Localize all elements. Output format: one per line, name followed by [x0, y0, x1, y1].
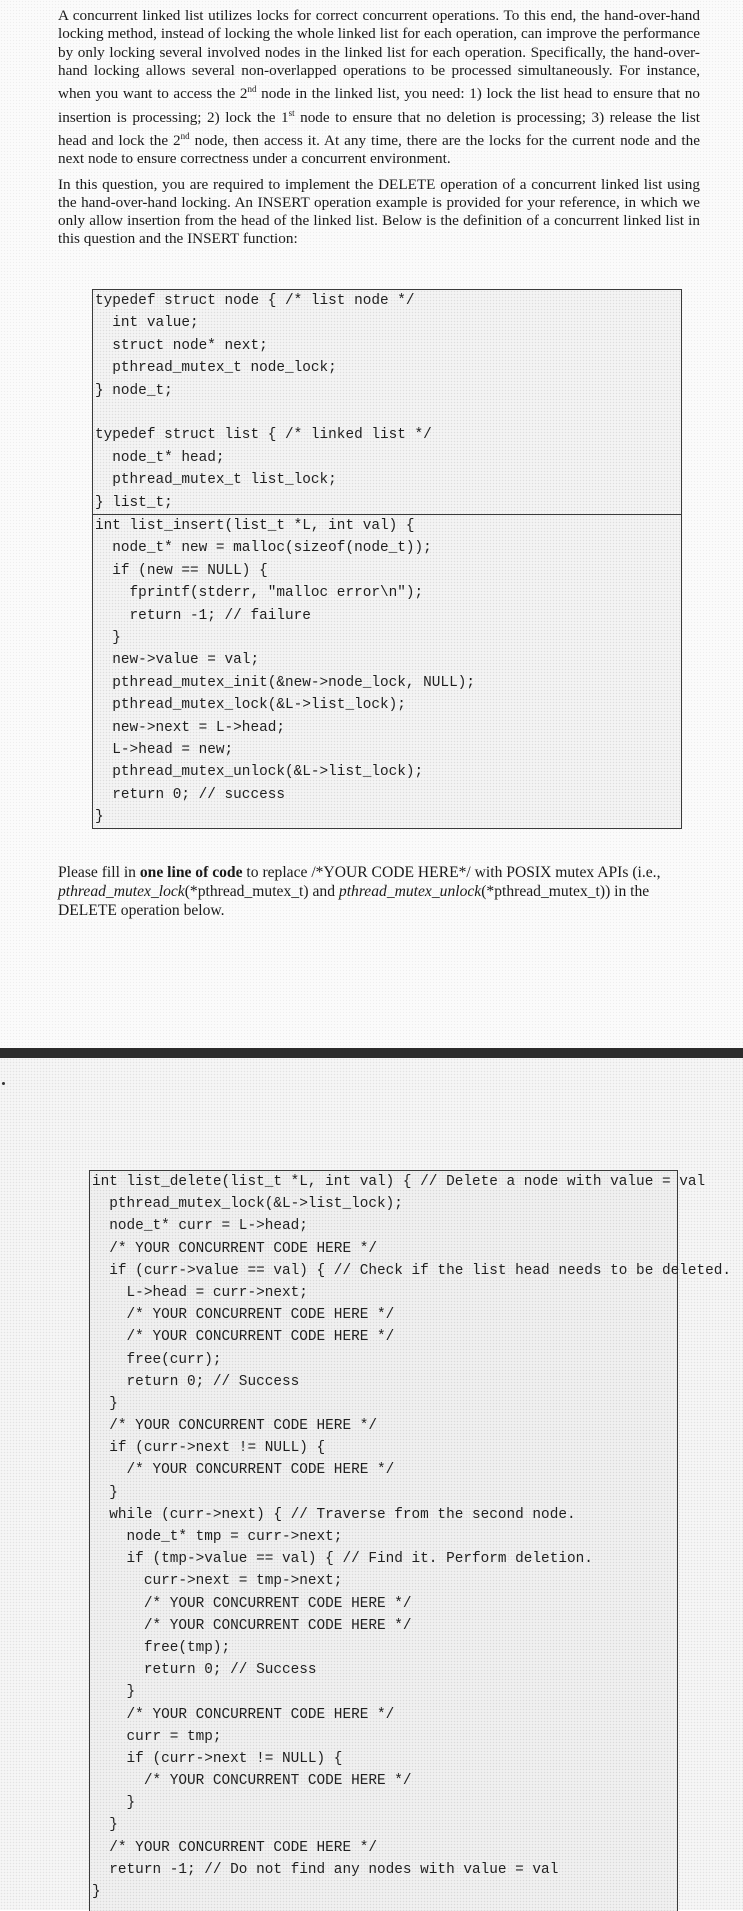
code-line: /* YOUR CONCURRENT CODE HERE */ — [92, 1329, 395, 1346]
code-line: /* YOUR CONCURRENT CODE HERE */ — [92, 1595, 412, 1612]
code-line: if (tmp->value == val) { // Find it. Perform deletion. — [92, 1551, 593, 1568]
intro-paragraph-2: In this question, you are required to implement the DELETE operation of a concurrent linked list using the hand-over-hand locking. An INSERT operation example is provided for your reference, in which we only allow insertion from the head of the linked list. Below is the definition of a concurrent linked list in this question and the INSERT function: — [58, 175, 700, 248]
code-line: /* YOUR CONCURRENT CODE HERE */ — [92, 1240, 377, 1257]
code-line: int list_insert(list_t *L, int val) { — [95, 518, 415, 534]
code-line: /* YOUR CONCURRENT CODE HERE */ — [92, 1773, 412, 1790]
insert-function-box — [92, 514, 682, 829]
insert-code — [93, 515, 681, 828]
code-line: while (curr->next) { // Traverse from the second node. — [92, 1506, 576, 1523]
code-line: int list_delete(list_t *L, int val) { // Delete a node with value = val — [92, 1174, 706, 1190]
code-line: if (curr->next != NULL) { — [92, 1440, 326, 1457]
code-line: typedef struct list { /* linked list */ — [95, 427, 432, 444]
instruction-paragraph: Please fill in one line of code to replace /*YOUR CODE HERE*/ with POSIX mutex APIs (i.e., pthread_mutex_lock(*pthread_mutex_t) and pthread_mutex_unlock(*pthread_mutex_t)) in the DELETE operation below. — [58, 864, 661, 919]
code-line: if (new == NULL) { — [95, 562, 268, 579]
code-line: pthread_mutex_lock(&L->list_lock); — [92, 1196, 403, 1213]
instruction-text — [58, 863, 700, 927]
delete-code — [90, 1171, 732, 1903]
code-line: new->next = L->head; — [95, 719, 285, 736]
code-line: pthread_mutex_unlock(&L->list_lock); — [95, 764, 424, 781]
code-line: return 0; // Success — [92, 1373, 300, 1390]
code-line: node_t* head; — [95, 449, 225, 466]
code-line: curr = tmp; — [92, 1728, 222, 1745]
intro-paragraph-1: A concurrent linked list utilizes locks for correct concurrent operations. To this end, the hand-over-hand locking method, instead of locking the whole linked list for each operation, can improve the performance by only locking several involved nodes in the linked list for each operation. Specifically, the hand-over-hand locking allows several non-overlapped operations to be processed simultaneously. For instance, when you want to access the 2nd node in the linked list, you need: 1) lock the list head to ensure that no insertion is processing; 2) lock the 1st node to ensure that no deletion is processing; 3) release the list head and lock the 2nd node, then access it. At any time, there are the locks for the current node and the next node to ensure correctness under a concurrent environment. — [58, 7, 700, 168]
code-line: L->head = new; — [95, 741, 234, 758]
code-line: /* YOUR CONCURRENT CODE HERE */ — [92, 1617, 412, 1634]
code-line: /* YOUR CONCURRENT CODE HERE */ — [92, 1706, 395, 1723]
code-line: /* YOUR CONCURRENT CODE HERE */ — [92, 1462, 395, 1479]
code-line: pthread_mutex_init(&new->node_lock, NULL); — [95, 674, 475, 691]
code-line: } node_t; — [95, 382, 173, 399]
code-line: } — [95, 629, 121, 646]
code-line: } — [95, 809, 104, 826]
intro-text — [58, 7, 700, 256]
code-line — [93, 402, 681, 424]
code-line: return 0; // success — [95, 786, 285, 803]
code-line: pthread_mutex_t node_lock; — [95, 360, 337, 377]
code-line: } — [92, 1817, 118, 1834]
code-line: L->head = curr->next; — [92, 1284, 308, 1301]
code-line: node_t* tmp = curr->next; — [92, 1529, 343, 1545]
code-line: return -1; // Do not find any nodes with value = val — [92, 1861, 559, 1878]
code-line: } — [92, 1884, 101, 1900]
code-line: return -1; // failure — [95, 607, 311, 624]
code-line: /* YOUR CONCURRENT CODE HERE */ — [92, 1418, 377, 1435]
code-line: pthread_mutex_t list_lock; — [95, 472, 337, 489]
code-line: /* YOUR CONCURRENT CODE HERE */ — [92, 1307, 395, 1324]
code-line: if (curr->next != NULL) { — [92, 1750, 343, 1767]
code-line: new->value = val; — [95, 652, 260, 669]
code-line: } — [92, 1395, 118, 1412]
code-line: int value; — [95, 315, 199, 332]
code-line: free(tmp); — [92, 1639, 231, 1656]
code-line: } — [92, 1795, 136, 1812]
delete-function-box — [89, 1170, 732, 1911]
code-line: struct node* next; — [95, 337, 268, 354]
code-line: free(curr); — [92, 1351, 222, 1368]
page-divider — [0, 1048, 743, 1058]
code-line: pthread_mutex_lock(&L->list_lock); — [95, 697, 406, 714]
code-line: } list_t; — [95, 494, 173, 511]
struct-definition-box — [92, 289, 682, 515]
code-line: node_t* new = malloc(sizeof(node_t)); — [95, 540, 432, 557]
code-line: typedef struct node { /* list node */ — [95, 293, 415, 309]
struct-code — [93, 290, 681, 514]
code-line: /* YOUR CONCURRENT CODE HERE */ — [92, 1839, 377, 1856]
code-line: } — [92, 1684, 136, 1701]
code-line: return 0; // Success — [92, 1662, 317, 1679]
code-line: } — [92, 1484, 118, 1501]
code-line: fprintf(stderr, "malloc error\n"); — [95, 585, 424, 602]
code-line: if (curr->value == val) { // Check if the list head needs to be deleted. — [92, 1262, 732, 1279]
code-line: node_t* curr = L->head; — [92, 1218, 308, 1235]
stray-mark — [2, 1082, 5, 1085]
code-line: curr->next = tmp->next; — [92, 1573, 343, 1590]
